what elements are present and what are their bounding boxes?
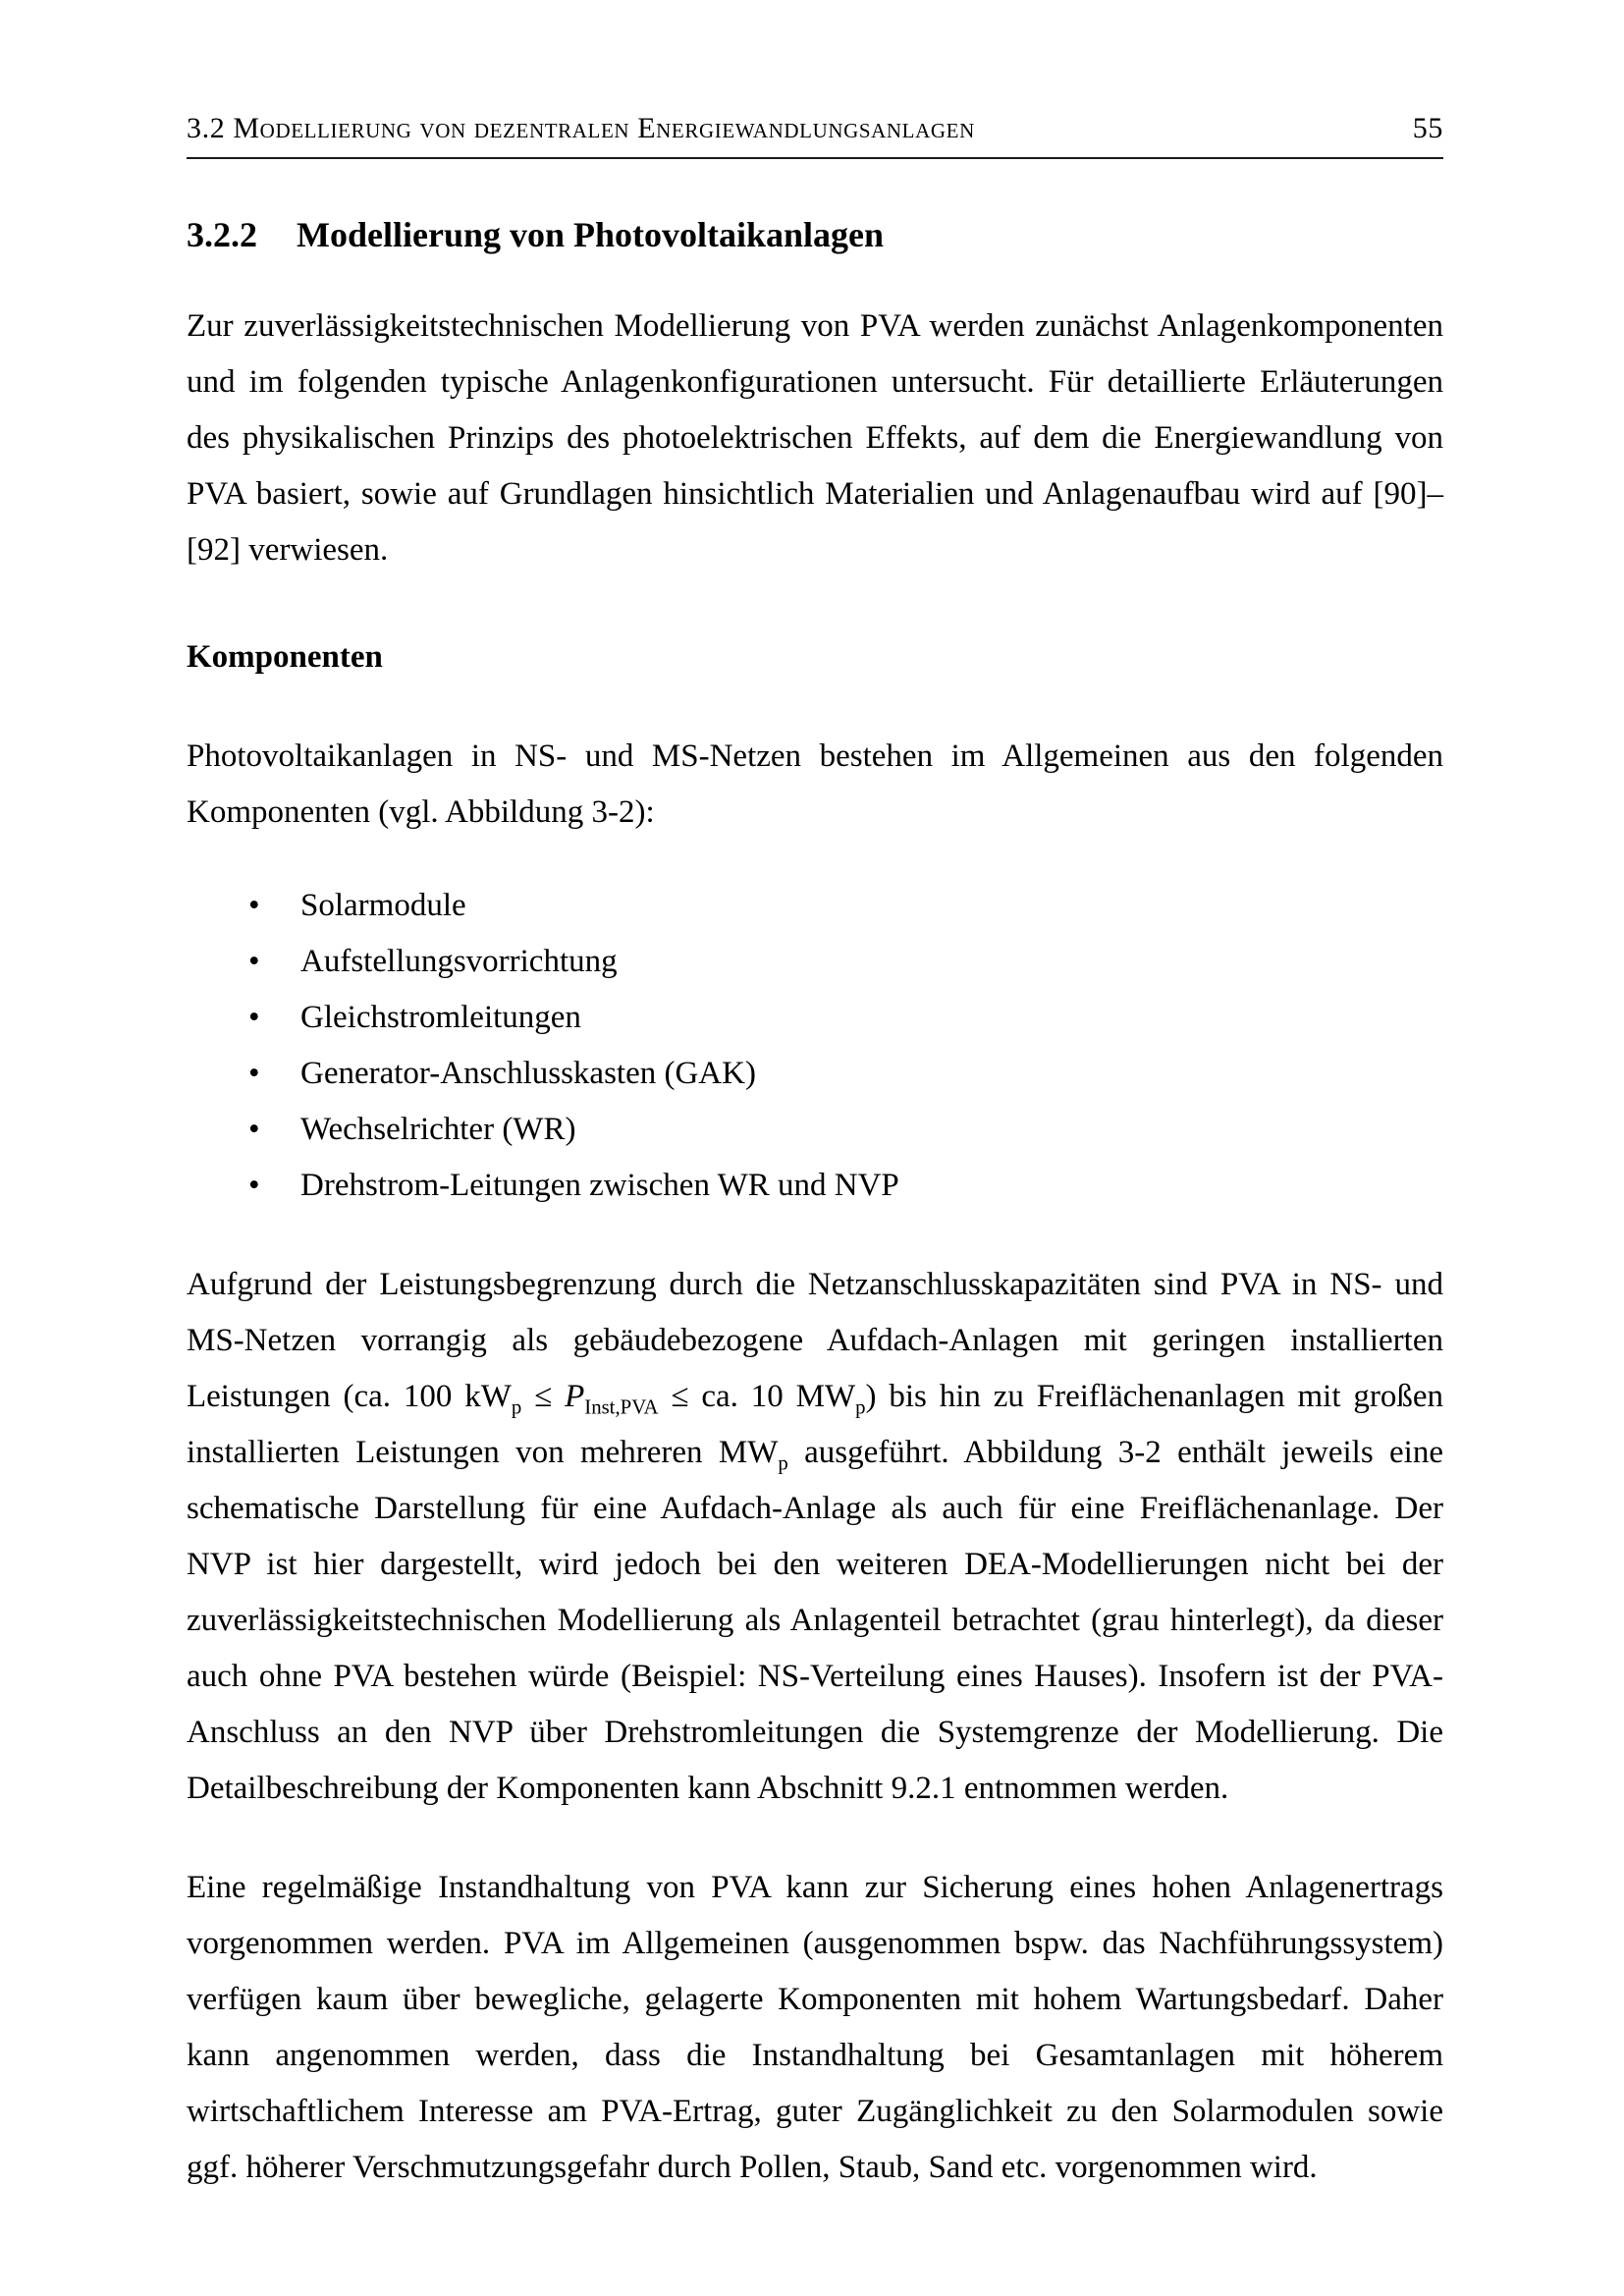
list-item: [248, 1158, 1443, 1214]
list-item-label: Wechselrichter (WR): [300, 1112, 576, 1147]
section-heading: [187, 214, 1443, 255]
paragraph-components: Photovoltaikanlagen in NS- und MS-Netzen bestehen im Allgemeinen aus den folgenden Komponenten (vgl. Abbildung 3-2):: [187, 738, 1443, 830]
subscript: p: [855, 1395, 866, 1419]
bullet-icon: •: [248, 1168, 260, 1203]
section-heading-number: 3.2.2: [187, 215, 257, 254]
text-run: ) bis hin zu Freiflächenanlagen mit großen installierten Leistungen von mehreren MW: [187, 1379, 1443, 1470]
subscript: p: [511, 1395, 522, 1419]
text-run: ≤ ca. 10 MW: [658, 1379, 856, 1414]
subscript: p: [778, 1451, 788, 1475]
paragraph-intro: Zur zuverlässigkeitstechnischen Modellierung von PVA werden zunächst Anlagenkomponenten und im folgenden typische Anlagenkonfigurationen untersucht. Für detaillierte Erläuterungen des physikalischen Prinzips des photoelektrischen Effekts, auf dem die Energiewandlung von PVA basiert, sowie auf Grundlagen hinsichtlich Materialien und Anlagenaufbau wird auf [90]–[92] verwiesen.: [187, 308, 1443, 568]
list-item: [248, 990, 1443, 1046]
section-heading-title: Modellierung von Photovoltaikanlagen: [297, 215, 885, 254]
list-item: [248, 1102, 1443, 1158]
list-item-label: Solarmodule: [300, 888, 466, 923]
list-item: [248, 1046, 1443, 1102]
list-item: [248, 878, 1443, 934]
page-number: 55: [1412, 112, 1443, 144]
paragraph-maintenance: Eine regelmäßige Instandhaltung von PVA kann zur Sicherung eines hohen Anlagenertrags vorgenommen werden. PVA im Allgemeinen (ausgenommen bspw. das Nachführungssystem) verfügen kaum über bewegliche, gelagerte Komponenten mit hohem Wartungsbedarf. Daher kann angenommen werden, dass die Instandhaltung bei Gesamtanlagen mit höherem wirtschaftlichem Interesse am PVA-Ertrag, guter Zugänglichkeit zu den Solarmodulen sowie ggf. höherer Verschmutzungsgefahr durch Pollen, Staub, Sand etc. vorgenommen wird.: [187, 1870, 1443, 2185]
subscript: Inst,PVA: [584, 1395, 659, 1419]
header-rule: [187, 157, 1443, 159]
text-run: Aufgrund der Leistungsbegrenzung durch die Netzanschlusskapazitäten sind PVA in NS- und MS-Netzen vorrangig als gebäudebezogene Aufdach-Anlagen mit geringen installierten Leistungen (ca. 100 kW: [187, 1267, 1443, 1414]
text-run: ausgeführt. Abbildung 3-2 enthält jeweils eine schematische Darstellung für eine Aufdach-Anlage als auch für eine Freiflächenanlage. Der NVP ist hier dargestellt, wird jedoch bei den weiteren DEA-Modellierungen nicht bei der zuverlässigkeitstechnischen Modellierung als Anlagenteil betrachtet (grau hinterlegt), da dieser auch ohne PVA bestehen würde (Beispiel: NS-Verteilung eines Hauses). Insofern ist der PVA-Anschluss an den NVP über Drehstromleitungen die Systemgrenze der Modellierung. Die Detailbeschreibung der Komponenten kann Abschnitt 9.2.1 entnommen werden.: [187, 1435, 1444, 1806]
list-item-label: Generator-Anschlusskasten (GAK): [300, 1056, 756, 1091]
math-variable: P: [565, 1379, 585, 1414]
list-item-label: Drehstrom-Leitungen zwischen WR und NVP: [300, 1168, 899, 1203]
list-item-label: Gleichstromleitungen: [300, 1000, 581, 1035]
paragraph-power-limits: [187, 1257, 1443, 1817]
document-page: [187, 0, 1443, 2196]
component-list: [248, 878, 1443, 1214]
bullet-icon: •: [248, 1000, 260, 1035]
bullet-icon: •: [248, 1112, 260, 1147]
running-section-title: 3.2 Modellierung von dezentralen Energiewandlungsanlagen: [187, 112, 975, 144]
text-run: ≤: [521, 1379, 566, 1414]
bullet-icon: •: [248, 1056, 260, 1091]
subheading-komponenten: Komponenten: [187, 639, 383, 675]
bullet-icon: •: [248, 944, 260, 979]
running-header: [187, 0, 1443, 145]
list-item-label: Aufstellungsvorrichtung: [300, 944, 618, 979]
list-item: [248, 934, 1443, 990]
bullet-icon: •: [248, 888, 260, 923]
